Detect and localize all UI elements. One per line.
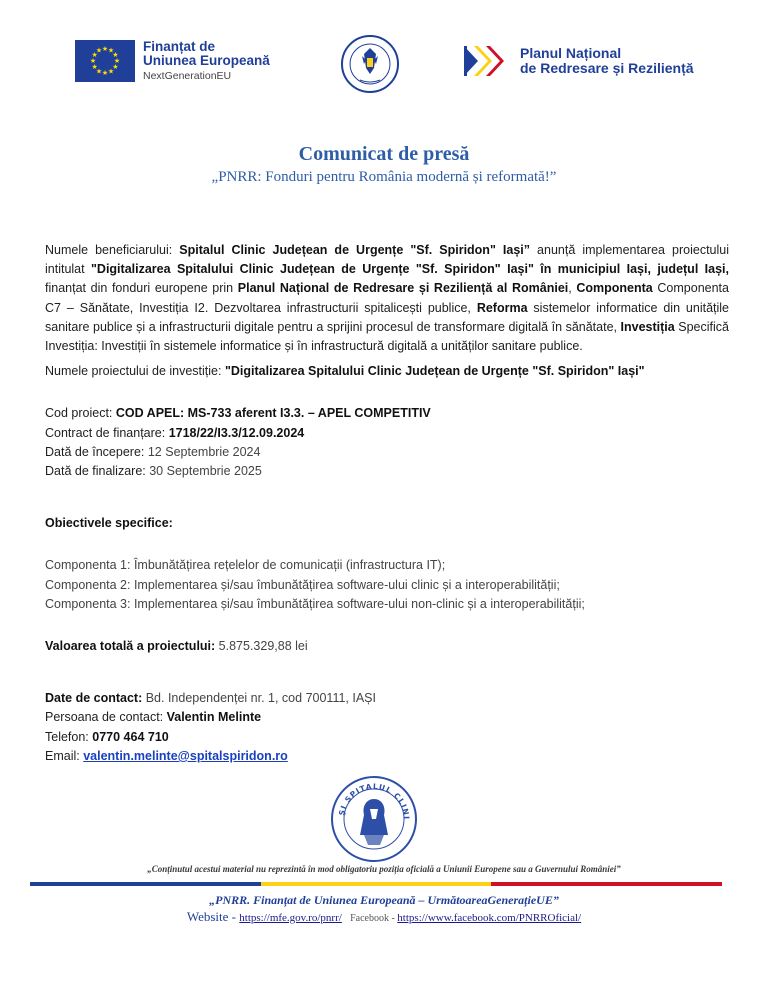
objective-item: Componenta 1: Îmbunătățirea rețelelor de comunicații (infrastructura IT); xyxy=(45,558,446,573)
svg-text:★: ★ xyxy=(112,51,119,60)
pnrr-logo xyxy=(464,46,694,76)
tricolor-red xyxy=(491,882,722,886)
svg-text:★: ★ xyxy=(107,67,115,76)
contact-person-line xyxy=(45,708,729,727)
press-release-body xyxy=(45,241,729,766)
contact-phone-line xyxy=(45,728,729,747)
detail-start-date xyxy=(45,443,729,462)
eu-logo-line3: NextGenerationEU xyxy=(143,70,232,83)
start-date-label: Dată de începere: xyxy=(45,444,148,459)
eu-flag-icon xyxy=(75,40,135,82)
end-date-value: 30 Septembrie 2025 xyxy=(149,464,262,479)
contract-label: Contract de finanțare: xyxy=(45,425,169,440)
intro-text-4: , xyxy=(568,281,577,296)
project-code-label: Cod proiect: xyxy=(45,406,116,421)
intro-text-5: Componenta C7 – Sănătate, Investiția I2. Dezvoltarea infrastructurii spitalicești publice, xyxy=(45,281,729,315)
tricolor-yellow xyxy=(261,882,492,886)
svg-text:★: ★ xyxy=(89,57,97,66)
contact-address-line xyxy=(45,689,729,708)
contact-address-label: Date de contact: xyxy=(45,691,146,706)
beneficiary-name: Spitalul Clinic Județean de Urgențe "Sf. Spiridon" Iași” xyxy=(179,243,531,257)
svg-text:★: ★ xyxy=(101,69,109,78)
intro-text-2: anunță implementarea proiectului intitulat xyxy=(45,243,730,277)
contact-email-link[interactable]: valentin.melinte@spitalspiridon.ro xyxy=(83,748,288,763)
svg-text:★: ★ xyxy=(95,67,103,76)
contact-phone-label: Telefon: xyxy=(45,729,93,744)
hospital-seal-icon xyxy=(330,775,418,863)
total-value-amount: 5.875.329,88 lei xyxy=(218,639,308,654)
start-date-value: 12 Septembrie 2024 xyxy=(147,444,261,459)
intro-text-3: finanțat din fonduri europene prin xyxy=(45,281,238,296)
investment-label: Investiția xyxy=(620,319,675,334)
detail-end-date xyxy=(45,462,729,481)
contact-person-value: Valentin Melinte xyxy=(166,710,262,725)
footer-title: „PNRR. Finanțat de Uniunea Europeană – UrmătoareaGenerațieUE” xyxy=(209,893,559,907)
intro-text-6: sistemelor informatice din unitățile sanitare publice și a infrastructurii digitale pentru a sprijini procesul de transformare digitală în sănătate, xyxy=(45,300,730,334)
intro-paragraph xyxy=(45,241,729,356)
pnrr-logo-line1: Planul Național xyxy=(520,45,622,61)
website-link[interactable]: https://mfe.gov.ro/pnrr/ xyxy=(239,912,342,924)
objectives-heading xyxy=(45,514,729,533)
eu-disclaimer: „Conținutul acestui material nu reprezintă în mod obligatoriu poziția oficială a Uniunii Europene sau a Guvernului României” xyxy=(147,864,621,874)
end-date-label: Dată de finalizare: xyxy=(45,464,150,479)
total-value-label: Valoarea totală a proiectului: xyxy=(45,639,219,654)
facebook-label: Facebook - xyxy=(350,913,398,924)
objective-item: Componenta 3: Implementarea și/sau îmbunătățirea software-ului non-clinic și a interoperabilității; xyxy=(45,596,585,611)
project-name-value: "Digitalizarea Spitalului Clinic Județean de Urgențe "Sf. Spiridon" Iași" xyxy=(224,364,645,379)
page-subtitle: „PNRR: Fonduri pentru România modernă și reformată!” xyxy=(211,169,557,185)
intro-text-1: Numele beneficiarului: xyxy=(45,243,180,257)
intro-text-7: Specifică Investiția: Investiții în sistemele informatice și în infrastructură digitală a unităților sanitare publice. xyxy=(45,319,729,354)
eu-logo-line1: Finanțat de xyxy=(143,39,216,54)
contact-person-label: Persoana de contact: xyxy=(45,710,167,725)
svg-text:★: ★ xyxy=(95,46,103,55)
header-logos xyxy=(0,0,768,110)
project-name-label: Numele proiectului de investiție: xyxy=(45,364,225,379)
svg-text:★: ★ xyxy=(113,57,121,66)
contact-address-value: Bd. Independenței nr. 1, cod 700111, IAȘI xyxy=(145,691,376,706)
eu-funding-logo xyxy=(75,40,270,82)
reform-label: Reforma xyxy=(476,300,528,315)
svg-text:★: ★ xyxy=(112,63,119,72)
pnrr-logo-line2: de Redresare și Reziliență xyxy=(520,60,694,77)
svg-text:★: ★ xyxy=(91,63,98,72)
contact-email-line xyxy=(45,747,729,766)
page-title: Comunicat de presă xyxy=(298,143,470,165)
contact-email-label: Email: xyxy=(45,748,84,763)
title-block xyxy=(0,143,768,186)
project-code-value: COD APEL: MS-733 aferent I3.3. – APEL COMPETITIV xyxy=(115,406,431,421)
footer-links xyxy=(0,909,768,925)
website-label: Website - xyxy=(186,909,240,924)
contact-phone-value: 0770 464 710 xyxy=(92,729,169,744)
component-label: Componenta xyxy=(576,281,653,296)
svg-text:★: ★ xyxy=(107,46,115,55)
objectives-heading-text: Obiectivele specifice: xyxy=(45,516,173,531)
detail-contract xyxy=(45,424,729,443)
contract-value: 1718/22/I3.3/12.09.2024 xyxy=(168,425,305,440)
tricolor-blue xyxy=(30,882,261,886)
pnrr-arrow-icon xyxy=(464,46,516,76)
eu-logo-line2: Uniunea Europeană xyxy=(143,53,270,69)
tricolor-band xyxy=(30,882,722,886)
government-seal-icon xyxy=(340,34,400,94)
total-value-line xyxy=(45,637,729,656)
svg-text:★: ★ xyxy=(91,51,98,60)
project-name-line xyxy=(45,362,729,381)
project-title-bold: "Digitalizarea Spitalului Clinic Județean de Urgențe "Sf. Spiridon" Iași" în municipiul Iași, județul Iași, xyxy=(91,262,729,277)
pnrr-name-bold: Planul Național de Redresare și Reziliență al României xyxy=(237,281,569,296)
objective-item: Componenta 2: Implementarea și/sau îmbunătățirea software-ului clinic și a interoperabilității; xyxy=(45,577,560,592)
svg-text:★: ★ xyxy=(101,45,109,54)
facebook-link[interactable]: https://www.facebook.com/PNRROficial/ xyxy=(397,912,582,924)
hospital-seal-text: ȘI SPITALUL CLINI xyxy=(337,781,412,821)
detail-project-code xyxy=(45,404,729,423)
